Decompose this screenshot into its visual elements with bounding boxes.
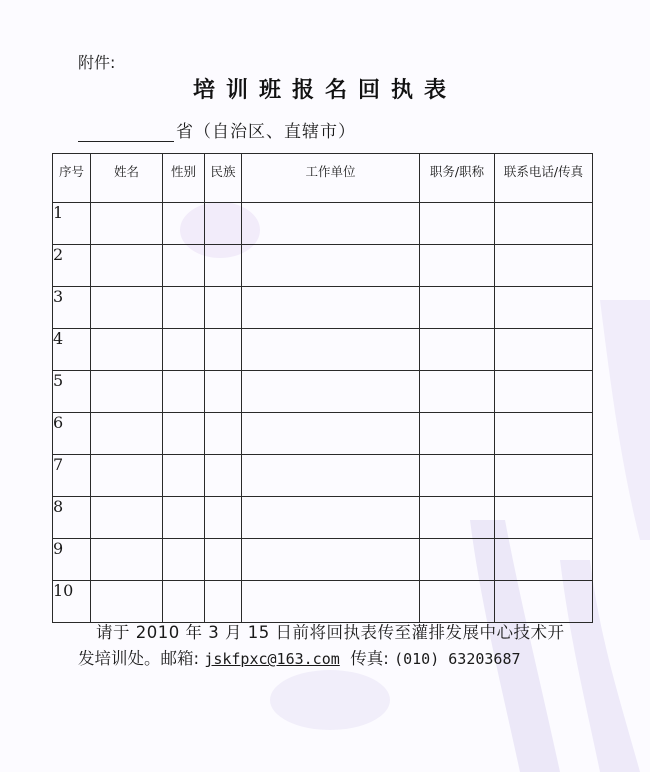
cell-name[interactable] xyxy=(91,329,163,371)
fax-number: (010) 63203687 xyxy=(394,650,521,668)
cell-name[interactable] xyxy=(91,203,163,245)
cell-position-title[interactable] xyxy=(420,539,495,581)
row-number: 4 xyxy=(53,329,91,371)
row-number: 6 xyxy=(53,413,91,455)
cell-work-unit[interactable] xyxy=(242,245,420,287)
fax-label: 传真: xyxy=(339,649,395,668)
attachment-label: 附件: xyxy=(78,53,116,72)
cell-gender[interactable] xyxy=(163,497,205,539)
header-name: 姓名 xyxy=(91,154,163,203)
row-number: 9 xyxy=(53,539,91,581)
cell-work-unit[interactable] xyxy=(242,287,420,329)
table-row xyxy=(53,581,593,623)
cell-position-title[interactable] xyxy=(420,413,495,455)
table-row xyxy=(53,287,593,329)
cell-ethnicity[interactable] xyxy=(205,413,242,455)
cell-ethnicity[interactable] xyxy=(205,203,242,245)
cell-ethnicity[interactable] xyxy=(205,455,242,497)
registration-table xyxy=(52,153,593,623)
cell-name[interactable] xyxy=(91,371,163,413)
cell-ethnicity[interactable] xyxy=(205,245,242,287)
header-phone-fax: 联系电话/传真 xyxy=(495,154,593,203)
cell-phone-fax[interactable] xyxy=(495,203,593,245)
table-row xyxy=(53,245,593,287)
submission-instructions xyxy=(78,620,598,672)
cell-name[interactable] xyxy=(91,497,163,539)
header-work-unit: 工作单位 xyxy=(242,154,420,203)
instructions-line-2 xyxy=(78,646,598,672)
cell-phone-fax[interactable] xyxy=(495,329,593,371)
cell-gender[interactable] xyxy=(163,371,205,413)
table-row xyxy=(53,539,593,581)
header-gender: 性别 xyxy=(163,154,205,203)
header-ethnicity: 民族 xyxy=(205,154,242,203)
cell-work-unit[interactable] xyxy=(242,539,420,581)
form-title: 培训班报名回执表 xyxy=(192,78,457,103)
cell-phone-fax[interactable] xyxy=(495,455,593,497)
cell-name[interactable] xyxy=(91,581,163,623)
cell-phone-fax[interactable] xyxy=(495,539,593,581)
cell-name[interactable] xyxy=(91,287,163,329)
cell-work-unit[interactable] xyxy=(242,581,420,623)
cell-position-title[interactable] xyxy=(420,497,495,539)
cell-position-title[interactable] xyxy=(420,371,495,413)
row-number: 2 xyxy=(53,245,91,287)
cell-work-unit[interactable] xyxy=(242,455,420,497)
cell-ethnicity[interactable] xyxy=(205,497,242,539)
cell-phone-fax[interactable] xyxy=(495,497,593,539)
instructions-prefix: 发培训处。邮箱: xyxy=(78,649,205,668)
cell-phone-fax[interactable] xyxy=(495,287,593,329)
cell-gender[interactable] xyxy=(163,413,205,455)
row-number: 3 xyxy=(53,287,91,329)
cell-position-title[interactable] xyxy=(420,287,495,329)
table-row xyxy=(53,329,593,371)
cell-position-title[interactable] xyxy=(420,455,495,497)
table-row xyxy=(53,203,593,245)
table-header-row xyxy=(53,154,593,203)
cell-work-unit[interactable] xyxy=(242,497,420,539)
cell-position-title[interactable] xyxy=(420,329,495,371)
province-blank-field[interactable] xyxy=(78,123,174,142)
cell-name[interactable] xyxy=(91,413,163,455)
email-address[interactable]: jskfpxc@163.com xyxy=(204,650,340,668)
header-position-title: 职务/职称 xyxy=(420,154,495,203)
cell-name[interactable] xyxy=(91,245,163,287)
cell-position-title[interactable] xyxy=(420,203,495,245)
instructions-line-1: 请于 2010 年 3 月 15 日前将回执表传至灌排发展中心技术开 xyxy=(96,623,565,642)
cell-work-unit[interactable] xyxy=(242,413,420,455)
province-line xyxy=(78,117,356,142)
cell-gender[interactable] xyxy=(163,539,205,581)
cell-gender[interactable] xyxy=(163,203,205,245)
table-row xyxy=(53,455,593,497)
row-number: 5 xyxy=(53,371,91,413)
cell-phone-fax[interactable] xyxy=(495,581,593,623)
cell-phone-fax[interactable] xyxy=(495,371,593,413)
cell-ethnicity[interactable] xyxy=(205,287,242,329)
cell-gender[interactable] xyxy=(163,329,205,371)
cell-gender[interactable] xyxy=(163,245,205,287)
cell-name[interactable] xyxy=(91,539,163,581)
cell-ethnicity[interactable] xyxy=(205,371,242,413)
cell-phone-fax[interactable] xyxy=(495,245,593,287)
row-number: 10 xyxy=(53,581,91,623)
cell-ethnicity[interactable] xyxy=(205,329,242,371)
cell-gender[interactable] xyxy=(163,455,205,497)
table-row xyxy=(53,371,593,413)
table-row xyxy=(53,413,593,455)
cell-name[interactable] xyxy=(91,455,163,497)
cell-phone-fax[interactable] xyxy=(495,413,593,455)
cell-work-unit[interactable] xyxy=(242,203,420,245)
header-serial-number: 序号 xyxy=(53,154,91,203)
cell-ethnicity[interactable] xyxy=(205,539,242,581)
cell-work-unit[interactable] xyxy=(242,371,420,413)
table-row xyxy=(53,497,593,539)
cell-ethnicity[interactable] xyxy=(205,581,242,623)
cell-position-title[interactable] xyxy=(420,245,495,287)
cell-position-title[interactable] xyxy=(420,581,495,623)
row-number: 8 xyxy=(53,497,91,539)
cell-gender[interactable] xyxy=(163,287,205,329)
cell-gender[interactable] xyxy=(163,581,205,623)
cell-work-unit[interactable] xyxy=(242,329,420,371)
row-number: 1 xyxy=(53,203,91,245)
province-label: 省（自治区、直辖市） xyxy=(176,122,356,142)
row-number: 7 xyxy=(53,455,91,497)
